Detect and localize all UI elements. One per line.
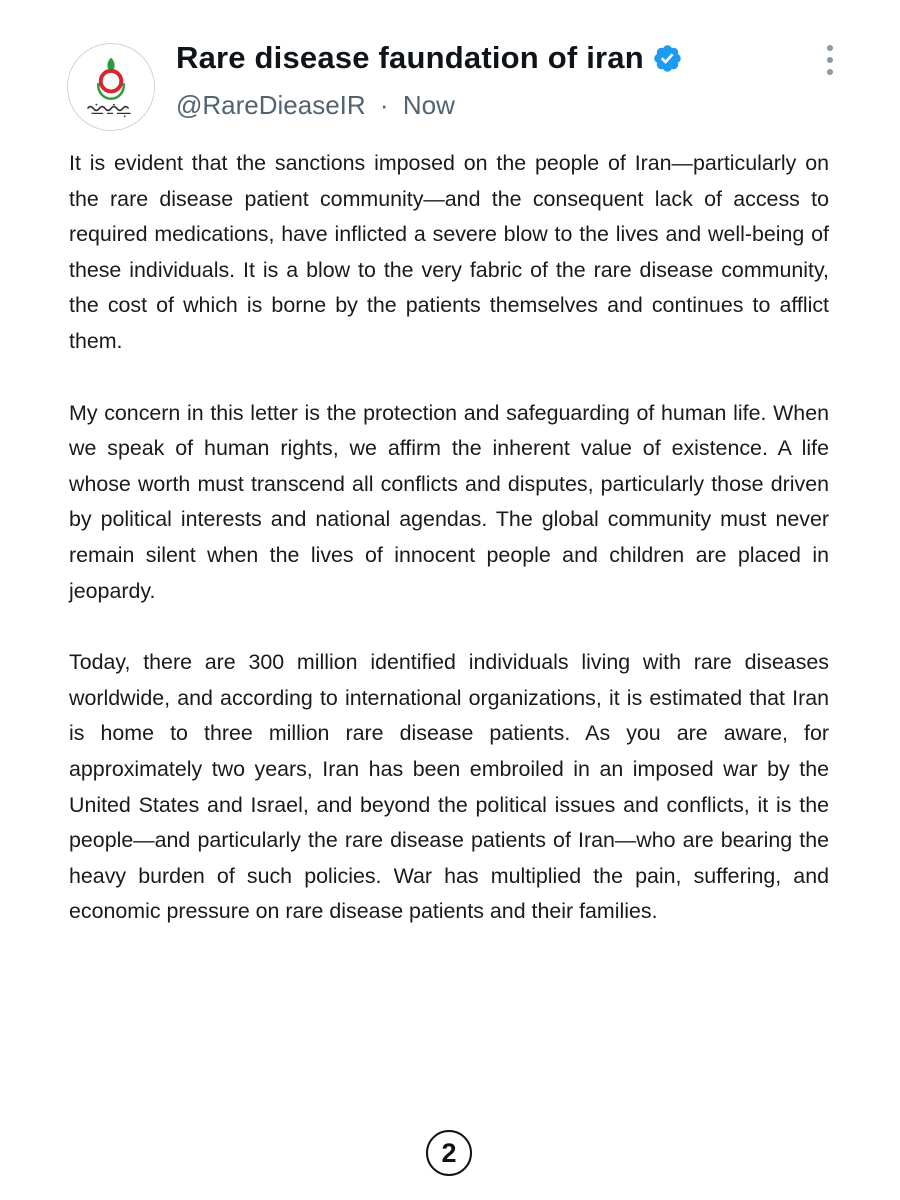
display-name-row [176, 38, 683, 78]
more-vertical-icon [818, 42, 842, 78]
post-paragraph-1: It is evident that the sanctions imposed on the people of Iran—particularly on the rare disease patient community—and the consequent lack of access to required medications, have inflicted a severe blow to the lives and well-being of these individuals. It is a blow to the very fabric of the rare disease community, the cost of which is borne by the patients themselves and continues to afflict them. [69, 151, 829, 353]
user-handle[interactable]: @RareDieaseIR [176, 90, 366, 120]
post-paragraph-3: Today, there are 300 million identified individuals living with rare diseases worldwide, and according to international organizations, it is estimated that Iran is home to three million rare disease patients. As you are aware, for approximately two years, Iran has been embroiled in an imposed war by the United States and Israel, and beyond the political issues and conflicts, it is the people—and particularly the rare disease patients of Iran—who are bearing the heavy burden of such policies. War has multiplied the pain, suffering, and economic pressure on rare disease patients and their families. [69, 650, 829, 924]
verified-badge-icon [652, 43, 683, 74]
display-name[interactable]: Rare disease faundation of iran [176, 40, 644, 75]
foundation-logo-icon [68, 44, 154, 130]
post-body [69, 146, 829, 966]
profile-avatar[interactable] [67, 43, 155, 131]
post-paragraph-2: My concern in this letter is the protection and safeguarding of human life. When we speak of human rights, we affirm the inherent value of existence. A life whose worth must transcend all conflicts and disputes, particularly those driven by political interests and national agendas. The global community must never remain silent when the lives of innocent people and children are placed in jeopardy. [69, 400, 829, 603]
handle-row [176, 90, 455, 121]
handle-separator: · [379, 90, 389, 120]
more-options-button[interactable] [818, 42, 842, 78]
page-number-badge: 2 [426, 1130, 472, 1176]
post-timestamp[interactable]: Now [402, 90, 455, 120]
post-header [0, 0, 900, 140]
